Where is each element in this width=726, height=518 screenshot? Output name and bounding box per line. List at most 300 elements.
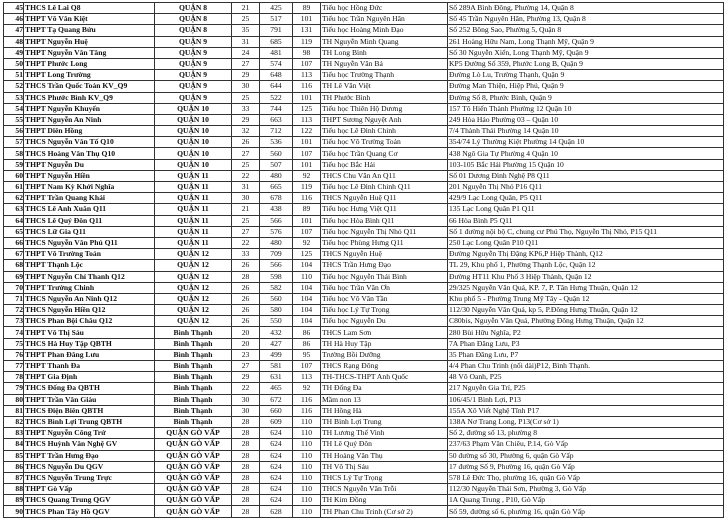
table-row (4, 484, 724, 495)
venue-name-cell: THCS Trần Hưng Đạo (321, 260, 448, 271)
table-row (4, 103, 724, 114)
row-number-cell: 65 (4, 226, 24, 237)
district-cell: QUẬN 8 (155, 25, 232, 36)
room-count-cell: 20 (232, 327, 260, 338)
venue-address-cell: 280 Bùi Hữu Nghĩa, P2 (448, 327, 724, 338)
exam-school-cell: THCS Hoàng Văn Thụ Q10 (24, 148, 155, 159)
candidate-count-cell: 678 (260, 193, 293, 204)
room-count-cell: 27 (232, 58, 260, 69)
exam-school-cell: THPT Trần Hưng Đạo (24, 450, 155, 461)
staff-count-cell: 107 (293, 148, 321, 159)
staff-count-cell: 116 (293, 193, 321, 204)
row-number-cell: 70 (4, 282, 24, 293)
candidate-count-cell: 644 (260, 81, 293, 92)
venue-name-cell: TH Lê Quý Đôn (321, 439, 448, 450)
exam-school-cell: THPT Nguyễn Công Trứ (24, 428, 155, 439)
staff-count-cell: 110 (293, 450, 321, 461)
staff-count-cell: 110 (293, 461, 321, 472)
staff-count-cell: 92 (293, 170, 321, 181)
staff-count-cell: 95 (293, 349, 321, 360)
staff-count-cell: 110 (293, 472, 321, 483)
district-cell: QUẬN 9 (155, 92, 232, 103)
venue-address-cell: 429/9 Lạc Long Quân, P5 Q11 (448, 193, 724, 204)
staff-count-cell: 92 (293, 237, 321, 248)
row-number-cell: 52 (4, 81, 24, 92)
room-count-cell: 30 (232, 405, 260, 416)
district-cell: QUẬN 9 (155, 36, 232, 47)
candidate-count-cell: 624 (260, 450, 293, 461)
table-row (4, 405, 724, 416)
venue-name-cell: TH Võ Thị Sáu (321, 461, 448, 472)
district-cell: QUẬN 11 (155, 226, 232, 237)
district-cell: Bình Thạnh (155, 383, 232, 394)
candidate-count-cell: 480 (260, 170, 293, 181)
district-cell: QUẬN 9 (155, 81, 232, 92)
venue-address-cell: Số 289A Bình Đông, Phường 14, Quận 8 (448, 3, 724, 14)
venue-name-cell: THPT Sương Nguyệt Anh (321, 114, 448, 125)
district-cell: QUẬN 11 (155, 193, 232, 204)
exam-school-cell: THPT Võ Văn Kiệt (24, 14, 155, 25)
venue-address-cell: 157 Tô Hiến Thành Phường 12 Quận 10 (448, 103, 724, 114)
row-number-cell: 64 (4, 215, 24, 226)
table-row (4, 14, 724, 25)
candidate-count-cell: 427 (260, 338, 293, 349)
table-row (4, 249, 724, 260)
table-row (4, 237, 724, 248)
venue-address-cell: 17 đường Số 9, Phường 16, quận Gò Vấp (448, 461, 724, 472)
candidate-count-cell: 465 (260, 383, 293, 394)
district-cell: QUẬN 12 (155, 271, 232, 282)
venue-address-cell: 354/74 Lý Thường Kiệt Phường 14 Quận 10 (448, 137, 724, 148)
candidate-count-cell: 624 (260, 439, 293, 450)
staff-count-cell: 110 (293, 495, 321, 506)
venue-address-cell: Đường Lò Lu, Trường Thạnh, Quận 9 (448, 70, 724, 81)
row-number-cell: 60 (4, 170, 24, 181)
staff-count-cell: 110 (293, 484, 321, 495)
exam-school-cell: THPT Trường Chinh (24, 282, 155, 293)
room-count-cell: 25 (232, 14, 260, 25)
row-number-cell: 48 (4, 36, 24, 47)
row-number-cell: 73 (4, 316, 24, 327)
district-cell: QUẬN 10 (155, 137, 232, 148)
venue-name-cell: Tiểu học Võ Văn Tần (321, 293, 448, 304)
room-count-cell: 28 (232, 495, 260, 506)
candidate-count-cell: 499 (260, 349, 293, 360)
exam-school-cell: THPT Nguyễn Hiền (24, 170, 155, 181)
district-cell: Bình Thạnh (155, 327, 232, 338)
table-row (4, 137, 724, 148)
row-number-cell: 74 (4, 327, 24, 338)
exam-venue-table (3, 2, 724, 518)
venue-name-cell: THCS Lý Tự Trọng (321, 472, 448, 483)
exam-school-cell: THCS Quang Trung QGV (24, 495, 155, 506)
exam-school-cell: THPT Nguyễn Văn Tăng (24, 47, 155, 58)
room-count-cell: 27 (232, 226, 260, 237)
room-count-cell: 26 (232, 282, 260, 293)
row-number-cell: 53 (4, 92, 24, 103)
candidate-count-cell: 631 (260, 372, 293, 383)
exam-school-cell: THPT Nguyễn Huệ (24, 36, 155, 47)
venue-address-cell: 50 đường số 30, Phường 6, quận Gò Vấp (448, 450, 724, 461)
room-count-cell: 27 (232, 361, 260, 372)
exam-school-cell: THPT Nguyễn Chí Thanh Q12 (24, 271, 155, 282)
staff-count-cell: 107 (293, 226, 321, 237)
district-cell: QUẬN 9 (155, 70, 232, 81)
candidate-count-cell: 574 (260, 58, 293, 69)
row-number-cell: 69 (4, 271, 24, 282)
exam-school-cell: THCS Nguyễn An Ninh Q12 (24, 293, 155, 304)
room-count-cell: 30 (232, 394, 260, 405)
room-count-cell: 26 (232, 260, 260, 271)
exam-school-cell: THCS Bình Lợi Trung QBTH (24, 416, 155, 427)
staff-count-cell: 116 (293, 81, 321, 92)
room-count-cell: 22 (232, 383, 260, 394)
venue-name-cell: Tiểu học Trần Nguyên Hãn (321, 14, 448, 25)
room-count-cell: 21 (232, 3, 260, 14)
venue-name-cell: TH Hoàng Văn Thụ (321, 450, 448, 461)
venue-address-cell: 155A Xô Viết Nghệ Tĩnh P17 (448, 405, 724, 416)
row-number-cell: 67 (4, 249, 24, 260)
room-count-cell: 28 (232, 428, 260, 439)
district-cell: QUẬN 11 (155, 204, 232, 215)
room-count-cell: 28 (232, 271, 260, 282)
staff-count-cell: 86 (293, 327, 321, 338)
table-row (4, 182, 724, 193)
staff-count-cell: 110 (293, 506, 321, 517)
row-number-cell: 58 (4, 148, 24, 159)
venue-address-cell: 217 Nguyễn Gia Trí, P25 (448, 383, 724, 394)
venue-address-cell: TL 29, Khu phố 1, Phường Thạnh Lộc, Quận 12 (448, 260, 724, 271)
table-row (4, 193, 724, 204)
staff-count-cell: 113 (293, 114, 321, 125)
venue-name-cell: THCS Nguyễn Huệ (321, 249, 448, 260)
exam-school-cell: THPT Trần Quang Khải (24, 193, 155, 204)
exam-school-cell: THCS Nguyễn Văn Phú Q11 (24, 237, 155, 248)
district-cell: Bình Thạnh (155, 394, 232, 405)
district-cell: QUẬN GÒ VẤP (155, 495, 232, 506)
district-cell: QUẬN 11 (155, 237, 232, 248)
candidate-count-cell: 576 (260, 226, 293, 237)
candidate-count-cell: 712 (260, 126, 293, 137)
district-cell: QUẬN 12 (155, 249, 232, 260)
exam-school-cell: THCS Nguyễn Hiền Q12 (24, 305, 155, 316)
room-count-cell: 21 (232, 204, 260, 215)
district-cell: Bình Thạnh (155, 349, 232, 360)
table-row (4, 394, 724, 405)
district-cell: Bình Thạnh (155, 405, 232, 416)
row-number-cell: 72 (4, 305, 24, 316)
venue-name-cell: TH Phước Bình (321, 92, 448, 103)
table-row (4, 271, 724, 282)
venue-address-cell: 29/325 Nguyễn Văn Quá, KP. 7, P. Tân Hưng Thuận, Quận 12 (448, 282, 724, 293)
venue-name-cell: Tiểu học Lê Đình Chinh (321, 126, 448, 137)
table-row (4, 316, 724, 327)
candidate-count-cell: 560 (260, 148, 293, 159)
district-cell: QUẬN GÒ VẤP (155, 428, 232, 439)
exam-school-cell: THPT Trần Văn Giàu (24, 394, 155, 405)
table-row (4, 506, 724, 517)
venue-address-cell: Số 2, đường số 13, phường 8 (448, 428, 724, 439)
table-row (4, 439, 724, 450)
candidate-count-cell: 480 (260, 237, 293, 248)
venue-address-cell: 103-105 Bắc Hải Phường 15 Quận 10 (448, 159, 724, 170)
candidate-count-cell: 624 (260, 495, 293, 506)
row-number-cell: 79 (4, 383, 24, 394)
candidate-count-cell: 628 (260, 506, 293, 517)
exam-school-cell: THCS Lê Quý Đôn Q11 (24, 215, 155, 226)
candidate-count-cell: 685 (260, 36, 293, 47)
row-number-cell: 63 (4, 204, 24, 215)
venue-address-cell: Khu phố 5 - Phường Trung Mỹ Tây - Quận 12 (448, 293, 724, 304)
staff-count-cell: 119 (293, 36, 321, 47)
table-row (4, 204, 724, 215)
candidate-count-cell: 566 (260, 215, 293, 226)
candidate-count-cell: 709 (260, 249, 293, 260)
venue-name-cell: Tiểu học Lê Đình Chinh Q11 (321, 182, 448, 193)
room-count-cell: 27 (232, 148, 260, 159)
staff-count-cell: 86 (293, 338, 321, 349)
row-number-cell: 56 (4, 126, 24, 137)
venue-address-cell: 249 Hòa Hảo Phường 03 – Quận 10 (448, 114, 724, 125)
venue-name-cell: TH Nguyễn Minh Quang (321, 36, 448, 47)
exam-school-cell: THPT Nguyễn Khuyến (24, 103, 155, 114)
room-count-cell: 25 (232, 215, 260, 226)
table-row (4, 305, 724, 316)
venue-name-cell: THCS Rạng Đông (321, 361, 448, 372)
candidate-count-cell: 481 (260, 47, 293, 58)
table-row (4, 226, 724, 237)
room-count-cell: 28 (232, 506, 260, 517)
district-cell: QUẬN GÒ VẤP (155, 439, 232, 450)
district-cell: QUẬN 10 (155, 103, 232, 114)
venue-name-cell: Tiểu học Lý Tự Trọng (321, 305, 448, 316)
table-row (4, 47, 724, 58)
district-cell: Bình Thạnh (155, 416, 232, 427)
candidate-count-cell: 550 (260, 316, 293, 327)
table-row (4, 282, 724, 293)
row-number-cell: 85 (4, 450, 24, 461)
row-number-cell: 47 (4, 25, 24, 36)
district-cell: QUẬN 8 (155, 3, 232, 14)
staff-count-cell: 122 (293, 126, 321, 137)
candidate-count-cell: 672 (260, 394, 293, 405)
candidate-count-cell: 432 (260, 327, 293, 338)
candidate-count-cell: 624 (260, 428, 293, 439)
venue-name-cell: Tiểu học Thiên Hộ Dương (321, 103, 448, 114)
venue-name-cell: TH Hồng Hà (321, 405, 448, 416)
district-cell: QUẬN 11 (155, 170, 232, 181)
venue-address-cell: Đường Số 8, Phước Bình, Quận 9 (448, 92, 724, 103)
room-count-cell: 23 (232, 349, 260, 360)
table-row (4, 428, 724, 439)
exam-school-cell: THPT Phan Đăng Lưu (24, 349, 155, 360)
staff-count-cell: 104 (293, 293, 321, 304)
exam-school-cell: THCS Nguyễn Văn Tố Q10 (24, 137, 155, 148)
district-cell: QUẬN 8 (155, 14, 232, 25)
table-row (4, 58, 724, 69)
venue-name-cell: THCS Lam Sơn (321, 327, 448, 338)
table-row (4, 25, 724, 36)
venue-address-cell: 250 Lạc Long Quân P10 Q11 (448, 237, 724, 248)
table-row (4, 461, 724, 472)
exam-school-cell: THCS Phan Tây Hồ QGV (24, 506, 155, 517)
venue-address-cell: 578 Lê Đức Thọ, phường 16, quận Gò Vấp (448, 472, 724, 483)
row-number-cell: 46 (4, 14, 24, 25)
table-row (4, 293, 724, 304)
venue-address-cell: Số 45 Trần Nguyên Hãn, Phường 13, Quận 8 (448, 14, 724, 25)
venue-name-cell: TH Đống Đa (321, 383, 448, 394)
row-number-cell: 62 (4, 193, 24, 204)
venue-name-cell: TH Hà Huy Tập (321, 338, 448, 349)
row-number-cell: 76 (4, 349, 24, 360)
venue-name-cell: THCS Chu Văn An Q11 (321, 170, 448, 181)
district-cell: QUẬN 9 (155, 47, 232, 58)
venue-name-cell: Tiểu học Hồng Đức (321, 3, 448, 14)
exam-school-cell: THPT Thạnh Lộc (24, 260, 155, 271)
venue-address-cell: Số 252 Bông Sao, Phường 5, Quận 8 (448, 25, 724, 36)
table-row (4, 70, 724, 81)
venue-name-cell: Tiểu học Nguyễn Du (321, 316, 448, 327)
table-row (4, 159, 724, 170)
room-count-cell: 26 (232, 137, 260, 148)
district-cell: QUẬN GÒ VẤP (155, 461, 232, 472)
row-number-cell: 55 (4, 114, 24, 125)
row-number-cell: 71 (4, 293, 24, 304)
table-row (4, 495, 724, 506)
district-cell: QUẬN 11 (155, 182, 232, 193)
candidate-count-cell: 665 (260, 182, 293, 193)
candidate-count-cell: 581 (260, 361, 293, 372)
room-count-cell: 28 (232, 450, 260, 461)
district-cell: QUẬN GÒ VẤP (155, 472, 232, 483)
staff-count-cell: 110 (293, 271, 321, 282)
candidate-count-cell: 560 (260, 293, 293, 304)
candidate-count-cell: 624 (260, 484, 293, 495)
table-row (4, 450, 724, 461)
staff-count-cell: 101 (293, 137, 321, 148)
candidate-count-cell: 663 (260, 114, 293, 125)
district-cell: Bình Thạnh (155, 372, 232, 383)
staff-count-cell: 107 (293, 58, 321, 69)
venue-name-cell: Mầm non 13 (321, 394, 448, 405)
staff-count-cell: 92 (293, 383, 321, 394)
row-number-cell: 61 (4, 182, 24, 193)
row-number-cell: 83 (4, 428, 24, 439)
venue-name-cell: Tiểu học Nguyễn Thái Bình (321, 271, 448, 282)
venue-address-cell: 135 Lạc Long Quân P1 Q11 (448, 204, 724, 215)
venue-name-cell: TH Kim Đồng (321, 495, 448, 506)
table-row (4, 170, 724, 181)
room-count-cell: 26 (232, 305, 260, 316)
venue-address-cell: Đường Man Thiện, Hiệp Phú, Quận 9 (448, 81, 724, 92)
row-number-cell: 57 (4, 137, 24, 148)
exam-school-cell: THPT Gia Định (24, 372, 155, 383)
staff-count-cell: 125 (293, 103, 321, 114)
staff-count-cell: 101 (293, 159, 321, 170)
row-number-cell: 89 (4, 495, 24, 506)
venue-address-cell: C80bis, Nguyễn Văn Quá, Phường Đông Hưng Thuận, Quận 12 (448, 316, 724, 327)
room-count-cell: 20 (232, 338, 260, 349)
exam-school-cell: THCS Huỳnh Văn Nghệ GV (24, 439, 155, 450)
room-count-cell: 31 (232, 182, 260, 193)
table-body (4, 3, 724, 518)
candidate-count-cell: 522 (260, 92, 293, 103)
room-count-cell: 33 (232, 249, 260, 260)
staff-count-cell: 113 (293, 70, 321, 81)
table-row (4, 472, 724, 483)
venue-address-cell: 7/4 Thành Thái Phường 14 Quận 10 (448, 126, 724, 137)
exam-school-cell: THCS Lê Lai Q8 (24, 3, 155, 14)
room-count-cell: 33 (232, 103, 260, 114)
district-cell: QUẬN GÒ VẤP (155, 506, 232, 517)
row-number-cell: 66 (4, 237, 24, 248)
room-count-cell: 29 (232, 114, 260, 125)
room-count-cell: 35 (232, 25, 260, 36)
table-row (4, 372, 724, 383)
venue-name-cell: Tiểu học Hưng Việt Q11 (321, 204, 448, 215)
venue-address-cell: Số 59, đường số 6, phường 16, quận Gò Vấp (448, 506, 724, 517)
exam-school-cell: THPT Nam Kỳ Khởi Nghĩa (24, 182, 155, 193)
candidate-count-cell: 648 (260, 70, 293, 81)
venue-address-cell: 261 Hoàng Hữu Nam, Long Thạnh Mỹ, Quận 9 (448, 36, 724, 47)
row-number-cell: 68 (4, 260, 24, 271)
row-number-cell: 84 (4, 439, 24, 450)
venue-name-cell: TH-THCS-THPT Anh Quốc (321, 372, 448, 383)
exam-school-cell: THPT Nguyễn Du (24, 159, 155, 170)
exam-school-cell: THPT Diên Hồng (24, 126, 155, 137)
room-count-cell: 22 (232, 237, 260, 248)
staff-count-cell: 101 (293, 215, 321, 226)
room-count-cell: 26 (232, 316, 260, 327)
staff-count-cell: 107 (293, 361, 321, 372)
row-number-cell: 86 (4, 461, 24, 472)
room-count-cell: 32 (232, 126, 260, 137)
exam-school-cell: THCS Lê Anh Xuân Q11 (24, 204, 155, 215)
staff-count-cell: 101 (293, 92, 321, 103)
exam-school-cell: THCS Điện Biên QBTH (24, 405, 155, 416)
venue-address-cell: 106/45/1 Bình Lợi, P13 (448, 394, 724, 405)
candidate-count-cell: 566 (260, 260, 293, 271)
row-number-cell: 90 (4, 506, 24, 517)
exam-school-cell: THPT Thanh Đa (24, 361, 155, 372)
exam-school-cell: THPT Long Trường (24, 70, 155, 81)
room-count-cell: 30 (232, 193, 260, 204)
room-count-cell: 28 (232, 461, 260, 472)
room-count-cell: 22 (232, 170, 260, 181)
candidate-count-cell: 425 (260, 3, 293, 14)
staff-count-cell: 104 (293, 316, 321, 327)
table-row (4, 126, 724, 137)
room-count-cell: 29 (232, 70, 260, 81)
venue-address-cell: 1A Quang Trung , P10, Gò Vấp (448, 495, 724, 506)
venue-address-cell: 112/30 Nguyễn Thái Sơn, Phường 3, Gò Vấp (448, 484, 724, 495)
row-number-cell: 88 (4, 484, 24, 495)
row-number-cell: 87 (4, 472, 24, 483)
exam-school-cell: THCS Nguyễn Trung Trực (24, 472, 155, 483)
staff-count-cell: 89 (293, 204, 321, 215)
venue-name-cell: Tiểu học Trường Thạnh (321, 70, 448, 81)
venue-address-cell: 138A Nơ Trang Long, P13(Cơ sở 1) (448, 416, 724, 427)
venue-address-cell: KP5 Đường Số 359, Phước Long B, Quận 9 (448, 58, 724, 69)
venue-address-cell: 4/4 Phan Chu Trinh (nối dài)P12, Bình Thạnh. (448, 361, 724, 372)
staff-count-cell: 89 (293, 3, 321, 14)
table-row (4, 114, 724, 125)
staff-count-cell: 116 (293, 394, 321, 405)
district-cell: Bình Thạnh (155, 338, 232, 349)
venue-address-cell: 201 Nguyễn Thị Nhỏ P16 Q11 (448, 182, 724, 193)
room-count-cell: 25 (232, 159, 260, 170)
district-cell: QUẬN 12 (155, 282, 232, 293)
